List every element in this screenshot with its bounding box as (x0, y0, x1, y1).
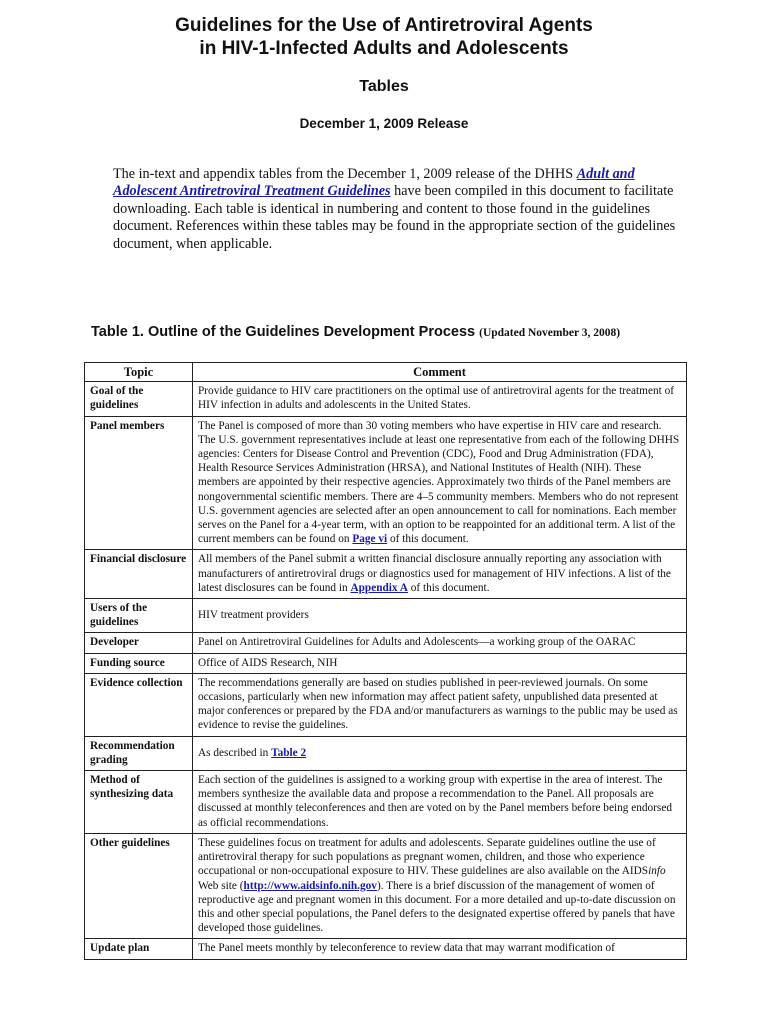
table-caption-updated: (Updated November 3, 2008) (479, 327, 621, 339)
table-row (85, 599, 687, 633)
topic-cell: Panel members (85, 416, 193, 550)
topic-cell: Goal of the guidelines (85, 382, 193, 416)
comment-text: of this document. (387, 533, 469, 546)
table-row (85, 736, 687, 770)
topic-cell: Recommendation grading (85, 736, 193, 770)
title-line-2: in HIV-1-Infected Adults and Adolescents (199, 38, 569, 59)
topic-cell: Developer (85, 633, 193, 653)
table-row (85, 833, 687, 938)
comment-cell: The Panel meets monthly by teleconference to review data that may warrant modification of (193, 939, 687, 959)
comment-cell: The recommendations generally are based on studies published in peer-reviewed journals. On some occasions, particularly when new information may affect patient safety, unpublished data presented at major conferences or prepared by the FDA and/or manufacturers as warnings to the public may be used as evidence to revise the guidelines. (193, 673, 687, 736)
table-row (85, 550, 687, 599)
aidsinfo-link[interactable]: http://www.aidsinfo.nih.gov (243, 879, 377, 892)
table-caption-title: Table 1. Outline of the Guidelines Development Process (91, 324, 476, 340)
comment-text: of this document. (407, 581, 490, 594)
comment-cell (193, 550, 687, 599)
document-title (0, 14, 768, 60)
table-row (85, 633, 687, 653)
topic-cell: Method of synthesizing data (85, 771, 193, 834)
guidelines-process-table (84, 362, 687, 960)
comment-cell: Provide guidance to HIV care practitioners on the optimal use of antiretroviral agents for the treatment of HIV infection in adults and adolescents in the United States. (193, 382, 687, 416)
table-row (85, 673, 687, 736)
table-row (85, 382, 687, 416)
comment-text: ). There is a brief discussion of the management of women of reproductive age and pregnant women in this document. For a more detailed and up-to-date discussion on this and other special populations, the Panel defers to the designated expertise offered by panels that have developed those guidelines. (198, 879, 676, 935)
topic-cell: Evidence collection (85, 673, 193, 736)
comment-cell: HIV treatment providers (193, 599, 687, 633)
table-header-row (85, 363, 687, 382)
table-2-link[interactable]: Table 2 (271, 746, 307, 759)
document-subtitle: Tables (359, 78, 409, 95)
comment-cell: Office of AIDS Research, NIH (193, 653, 687, 673)
comment-text: The Panel is composed of more than 30 voting members who have expertise in HIV care and research. The U.S. government representatives include at least one representative from each of the following DHHS agencies: Centers for Disease Control and Prevention (CDC), Food and Drug Administration (FDA), Health Resource Services Administration (HRSA), and National Institutes of Health (NIH). These members are appointed by their respective agencies. Approximately two thirds of the Panel members are nongovernmental scientific members. There are 4–5 community members. Members who do not represent U.S. government agencies are selected after an open announcement to call for nominations. Each member serves on the Panel for a 4-year term, with an option to be reappointed for an additional term. A list of the current members can be found on (198, 419, 680, 546)
column-header-comment: Comment (193, 363, 687, 382)
comment-cell: Each section of the guidelines is assigned to a working group with expertise in the area of interest. The members synthesize the available data and propose a recommendation to the Panel. All proposals are discussed at monthly teleconferences and then are voted on by the Panel members before being endorsed as official recommendations. (193, 771, 687, 834)
table-row (85, 939, 687, 959)
table-row (85, 653, 687, 673)
comment-cell (193, 416, 687, 550)
comment-text: Web site ( (198, 879, 244, 892)
topic-cell: Update plan (85, 939, 193, 959)
comment-text: As described in (198, 746, 272, 759)
guidelines-link[interactable]: Adult and Adolescent Antiretroviral Treatment Guidelines (113, 166, 635, 200)
intro-paragraph (113, 166, 681, 253)
comment-cell (193, 736, 687, 770)
table-row (85, 416, 687, 550)
table-row (85, 771, 687, 834)
comment-cell: Panel on Antiretroviral Guidelines for Adults and Adolescents—a working group of the OARAC (193, 633, 687, 653)
intro-text-after: have been compiled in this document to facilitate downloading. Each table is identical in numbering and content to those found in the guidelines document. References within these tables may be found in the appropriate section of the guidelines document, when applicable. (113, 183, 676, 252)
comment-text: All members of the Panel submit a written financial disclosure annually reporting any association with manufacturers of antiretroviral drugs or diagnostics used for management of HIV infections. A list of the latest disclosures can be found in (198, 553, 671, 594)
topic-cell: Other guidelines (85, 833, 193, 938)
topic-cell: Users of the guidelines (85, 599, 193, 633)
intro-text-before: The in-text and appendix tables from the December 1, 2009 release of the DHHS (113, 166, 577, 182)
page-vi-link[interactable]: Page vi (352, 533, 388, 546)
title-line-1: Guidelines for the Use of Antiretroviral Agents (175, 15, 593, 36)
topic-cell: Funding source (85, 653, 193, 673)
comment-italic-text: info (648, 865, 666, 878)
comment-text: These guidelines focus on treatment for adults and adolescents. Separate guidelines outline the use of antiretroviral therapy for such populations as pregnant women, children, and those who experience occupational or non-occupational exposure to HIV. These guidelines are also available on the AIDS (198, 836, 656, 878)
column-header-topic: Topic (85, 363, 193, 382)
release-date: December 1, 2009 Release (299, 116, 469, 131)
table-caption (91, 324, 620, 340)
topic-cell: Financial disclosure (85, 550, 193, 599)
appendix-a-link[interactable]: Appendix A (350, 581, 408, 594)
comment-cell (193, 833, 687, 938)
